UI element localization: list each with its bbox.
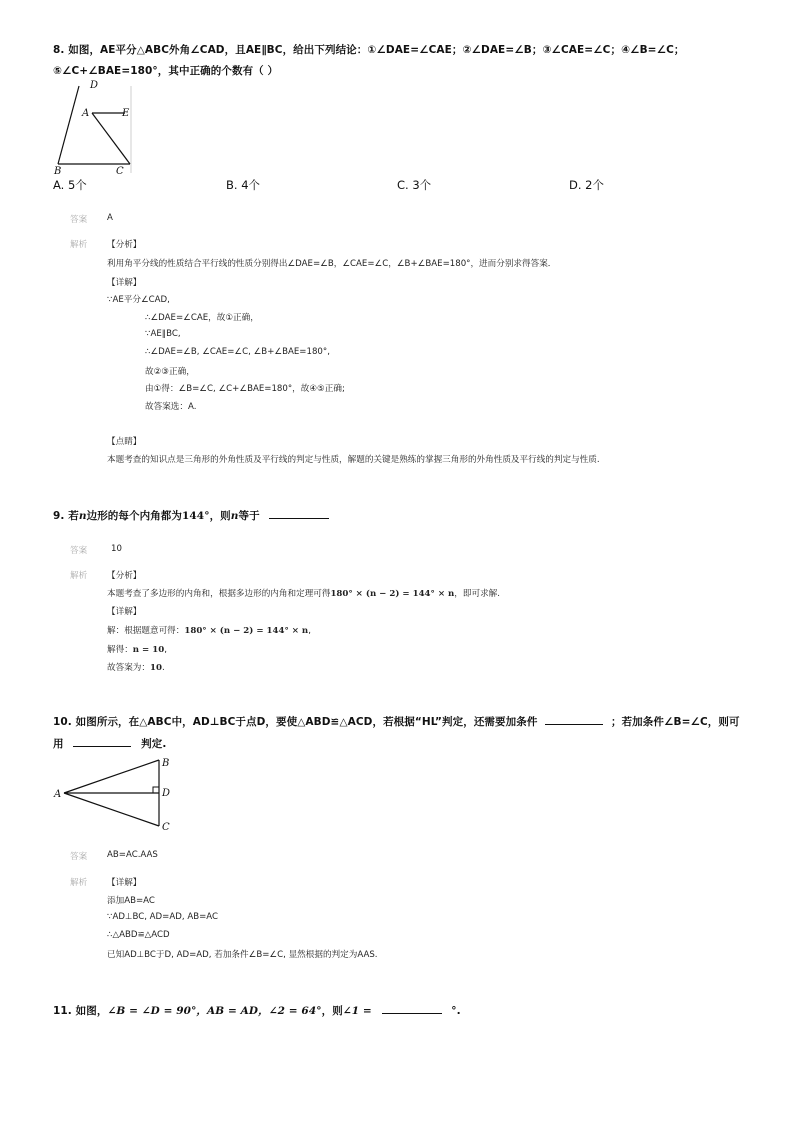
q9-analysis-text: ,	[308, 626, 311, 636]
q8-answer-tag: 答案	[70, 215, 88, 225]
q8-analysis-line: 故答案选：A.	[145, 402, 197, 412]
q10-blank-1[interactable]	[545, 714, 603, 725]
q10-stem-line2	[53, 736, 166, 751]
q9-middle2: ，则	[209, 510, 231, 522]
q9-analysis-line: 【详解】	[107, 607, 142, 617]
q8-label-c: C	[116, 166, 124, 176]
q9-stem	[53, 508, 329, 523]
q9-analysis-text: 本题考查了多边形的内角和，根据多边形的内角和定理可得	[107, 589, 331, 599]
q9-analysis-line	[107, 587, 500, 599]
q10-text: 判定.	[141, 738, 167, 750]
q11-mid: ，则	[321, 1005, 343, 1017]
q9-analysis-math: n = 10	[132, 645, 165, 655]
q9-analysis-tag: 解析	[70, 571, 88, 581]
q10-analysis-line: 【详解】	[107, 878, 142, 888]
q10-analysis-line: ∵AD⊥BC, AD=AD, AB=AC	[107, 912, 219, 922]
q9-answer-tag: 答案	[70, 546, 88, 556]
q8-label-a: A	[82, 108, 90, 119]
q10-analysis-line: ∴△ABD≌△ACD	[107, 930, 170, 940]
q9-answer-blank[interactable]	[269, 508, 329, 519]
q8-option-a[interactable]: A. 5个	[53, 178, 87, 192]
q11-answer-blank[interactable]	[382, 1003, 442, 1014]
q8-label-e: E	[122, 108, 130, 119]
q9-analysis-math: 10	[149, 663, 162, 673]
q9-answer: 10	[111, 544, 122, 554]
q9-n-var: n	[78, 510, 87, 522]
q8-analysis-line: ∴∠DAE=∠CAE，故①正确，	[145, 313, 259, 323]
q11-math: ∠1 =	[342, 1005, 372, 1017]
q8-analysis-line: 本题考查的知识点是三角形的外角性质及平行线的判定与性质，解题的关键是熟练的掌握三角形的外角性质及平行线的判定与性质.	[107, 455, 600, 465]
q10-text: ；若加条件∠B=∠C，则可	[610, 716, 740, 728]
q11-prefix: 11. 如图，	[53, 1005, 108, 1017]
q10-answer-tag: 答案	[70, 852, 88, 862]
q11-suffix: °.	[451, 1005, 461, 1017]
q8-stem-line2: ⑤∠C+∠BAE=180°，其中正确的个数有（ ）	[53, 65, 279, 77]
q8-stem-line1: 8. 如图，AE平分△ABC外角∠CAD，且AE∥BC，给出下列结论：①∠DAE=∠CAE；②∠DAE=∠B；③∠CAE=∠C；④∠B=∠C；	[53, 44, 685, 56]
q10-answer: AB=AC.AAS	[107, 850, 158, 860]
q9-analysis-line: 【分析】	[107, 571, 142, 581]
q11-math: ∠B = ∠D = 90°，AB = AD，∠2 = 64°	[107, 1005, 322, 1017]
q10-label-b: B	[162, 758, 170, 769]
q9-analysis-text: 解：根据题意可得：	[107, 626, 185, 636]
q9-analysis-line	[107, 661, 165, 673]
q8-label-d: D	[90, 80, 99, 91]
q10-label-a: A	[54, 789, 62, 800]
q10-analysis-line: 已知AD⊥BC于D, AD=AD, 若加条件∠B=∠C, 显然根据的判定为AAS.	[107, 950, 378, 960]
q8-answer: A	[107, 213, 113, 223]
q8-option-b[interactable]: B. 4个	[226, 178, 261, 192]
q11-stem	[53, 1003, 461, 1018]
q9-analysis-line	[107, 624, 311, 636]
q9-analysis-text: ，即可求解.	[454, 589, 500, 599]
q8-option-d[interactable]: D. 2个	[569, 178, 604, 192]
q8-analysis-tag: 解析	[70, 240, 88, 250]
q8-analysis-line: 【详解】	[107, 278, 142, 288]
q9-analysis-text: ,	[164, 645, 167, 655]
q9-degree: 144°	[182, 510, 210, 522]
q10-blank-2[interactable]	[73, 736, 131, 747]
q8-analysis-line: 【分析】	[107, 240, 142, 250]
q10-stem-line1	[53, 714, 740, 729]
q8-analysis-line: ∵AE平分∠CAD,	[107, 295, 170, 305]
q8-triangle-figure	[50, 78, 135, 176]
q10-label-c: C	[162, 822, 170, 833]
q8-analysis-line: ∴∠DAE=∠B, ∠CAE=∠C, ∠B+∠BAE=180°,	[145, 347, 330, 357]
q8-analysis-line: ∵AE∥BC,	[145, 329, 181, 339]
q10-analysis-line: 添加AB=AC	[107, 896, 155, 906]
q8-analysis-line: 利用角平分线的性质结合平行线的性质分别得出∠DAE=∠B，∠CAE=∠C，∠B+∠BAE=180°，进而分别求得答案．	[107, 259, 557, 269]
q9-analysis-text: 故答案为：	[107, 663, 150, 673]
q10-text: 10. 如图所示，在△ABC中，AD⊥BC于点D，要使△ABD≌△ACD，若根据“HL”判定，还需要加条件	[53, 716, 538, 728]
q8-analysis-line: 【点睛】	[107, 437, 142, 447]
q9-prefix: 9. 若	[53, 510, 79, 522]
q9-analysis-line	[107, 643, 167, 655]
q10-triangle-figure	[52, 754, 177, 834]
q9-suffix: 等于	[238, 510, 260, 522]
q8-option-c[interactable]: C. 3个	[397, 178, 432, 192]
q10-label-d: D	[162, 788, 171, 799]
q9-n-var: n	[230, 510, 239, 522]
q10-analysis-tag: 解析	[70, 878, 88, 888]
q8-label-b: B	[54, 166, 62, 176]
q9-analysis-math: 180° × (n − 2) = 144° × n	[184, 626, 309, 636]
q10-text: 用	[53, 738, 64, 750]
q9-analysis-math: 180° × (n − 2) = 144° × n	[330, 589, 455, 599]
q9-middle: 边形的每个内角都为	[86, 510, 182, 522]
q8-analysis-line: 由①得：∠B=∠C, ∠C+∠BAE=180°，故④⑤正确;	[145, 384, 345, 394]
q8-analysis-line: 故②③正确，	[145, 367, 195, 377]
q9-analysis-text: .	[161, 663, 165, 673]
q9-analysis-text: 解得：	[107, 645, 133, 655]
